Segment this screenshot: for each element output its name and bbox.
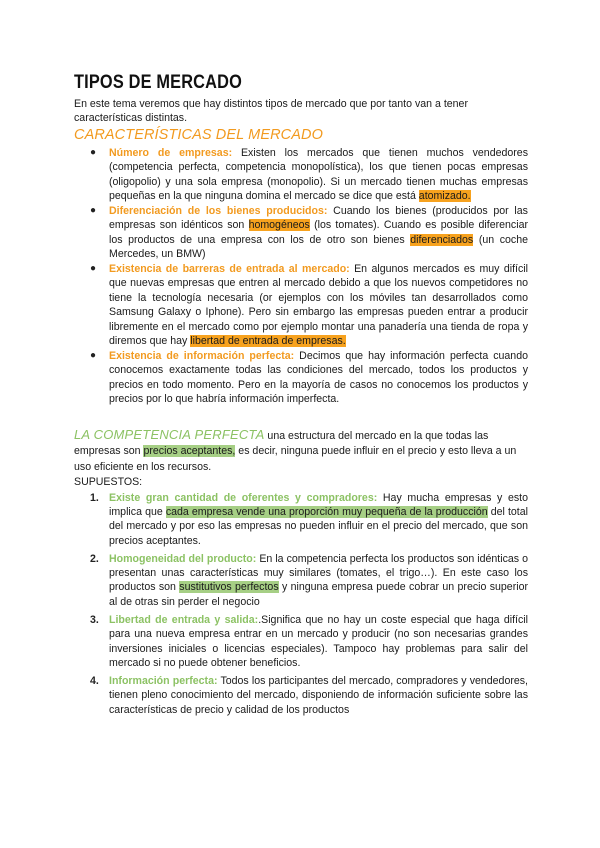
item-text: En algunos mercados es muy difícil que nuevas empresas que entren al mercado debido a que los nuevos competidores no tiene la tecnología necesaria (or ejemplos con los móviles tan desarrollados como Samsung Galaxy o Iphone). Pero sin embargo las empresas pueden entrar a producir libremente en el mercado como por ejemplo montar una panadería una tienda de ropa y diremos que hay bbox=[109, 263, 528, 348]
item-text: Decimos que hay información perfecta cuando conocemos exactamente todas las condiciones del mercado, todos los productos y precios en todo momento. Pero en la mayoría de casos no conocemos los productos y precios por lo que habría información imperfecta. bbox=[109, 350, 528, 406]
characteristics-heading: CARACTERÍSTICAS DEL MERCADO bbox=[74, 126, 323, 143]
list-item bbox=[74, 146, 528, 204]
item-number: 3. bbox=[90, 613, 99, 626]
highlight: cada empresa vende una proporción muy pequeña de la producción bbox=[165, 505, 488, 518]
item-text: .Significa que no hay un coste especial que haga difícil para una nueva empresa entrar en un mercado y producir (no son necesarias grandes inversiones iniciales o licencias especiales). Tampoco hay problemas para salir del mercado si no puede obtener beneficios. bbox=[109, 613, 528, 669]
intro-paragraph: En este tema veremos que hay distintos tipos de mercado que por tanto van a tener características distintas. bbox=[74, 98, 468, 125]
highlight: sustitutivos perfectos bbox=[179, 581, 279, 594]
item-term: Homogeneidad del producto: bbox=[109, 552, 257, 565]
list-item bbox=[74, 491, 528, 549]
bullet-icon: ● bbox=[90, 146, 97, 158]
item-term: Libertad de entrada y salida: bbox=[109, 613, 259, 626]
item-number: 2. bbox=[90, 552, 99, 565]
list-item bbox=[74, 674, 528, 717]
item-term: Existe gran cantidad de oferentes y compradores: bbox=[109, 491, 378, 504]
item-text: Existen los mercados que tienen muchos vendedores (competencia perfecta, competencia monopolística), los que tienen pocas empresas (oligopolio) y una sola empresa (monopolio). Si un mercado tienen muchas empresas pequeñas en la que ninguna domina el mercado se dice que está bbox=[109, 146, 528, 203]
item-text: del total del mercado y por eso las empresas no pueden influir en el precio del mercado, que son precios aceptantes. bbox=[109, 505, 528, 547]
list-item bbox=[74, 349, 528, 407]
page-title: TIPOS DE MERCADO bbox=[74, 72, 242, 93]
item-text: (un coche Mercedes, un BMW) bbox=[109, 233, 528, 261]
list-item bbox=[74, 552, 528, 610]
item-term: Información perfecta: bbox=[109, 674, 218, 687]
document-content bbox=[74, 72, 528, 721]
highlight: precios aceptantes, bbox=[143, 445, 236, 458]
competition-text: es decir, ninguna puede influir en el precio y esto lleva a un uso eficiente en los recursos. bbox=[74, 445, 517, 473]
supuestos-list bbox=[74, 491, 528, 718]
bullet-icon: ● bbox=[90, 350, 97, 361]
highlight: diferenciados bbox=[410, 233, 474, 246]
competition-paragraph bbox=[74, 427, 528, 476]
item-text: y ninguna empresa puede cobrar un precio superior al de otras sin perder el negocio bbox=[109, 581, 528, 608]
item-number: 4. bbox=[90, 674, 99, 687]
item-text: Todos los participantes del mercado, compradores y vendedores, tienen pleno conocimiento del mercado, disponiendo de información suficiente sobre las características de precio y calidad de los productos bbox=[109, 674, 528, 716]
item-text: Hay mucha empresas y esto implica que bbox=[109, 491, 528, 518]
item-term: Existencia de barreras de entrada al mercado: bbox=[109, 263, 350, 276]
characteristics-list bbox=[74, 146, 528, 407]
highlight: libertad de entrada de empresas. bbox=[190, 335, 346, 348]
list-item bbox=[74, 262, 528, 348]
item-term: Diferenciación de los bienes producidos: bbox=[109, 204, 328, 217]
highlight: homogéneos bbox=[248, 219, 310, 232]
competition-text: una estructura del mercado en la que todas las empresas son bbox=[74, 429, 489, 458]
bullet-icon: ● bbox=[90, 204, 97, 216]
list-item bbox=[74, 613, 528, 671]
item-number: 1. bbox=[90, 491, 99, 504]
supuestos-label: SUPUESTOS: bbox=[74, 476, 143, 489]
item-term: Existencia de información perfecta: bbox=[109, 350, 295, 362]
bullet-icon: ● bbox=[90, 263, 97, 275]
item-text: Cuando los bienes (producidos por las empresas son idénticos son bbox=[109, 204, 528, 232]
item-text: En la competencia perfecta los productos son idénticas o presentan unas características muy similares (tomates, el trigo…). En este caso los productos son bbox=[109, 552, 528, 594]
list-item bbox=[74, 204, 528, 262]
competition-title: LA COMPETENCIA PERFECTA bbox=[74, 426, 265, 442]
item-text: (los tomates). Cuando es posible diferenciar los productos de una empresa con los de otro son bienes bbox=[109, 219, 528, 246]
highlight: atomizado. bbox=[418, 190, 471, 203]
item-term: Número de empresas: bbox=[109, 146, 233, 159]
